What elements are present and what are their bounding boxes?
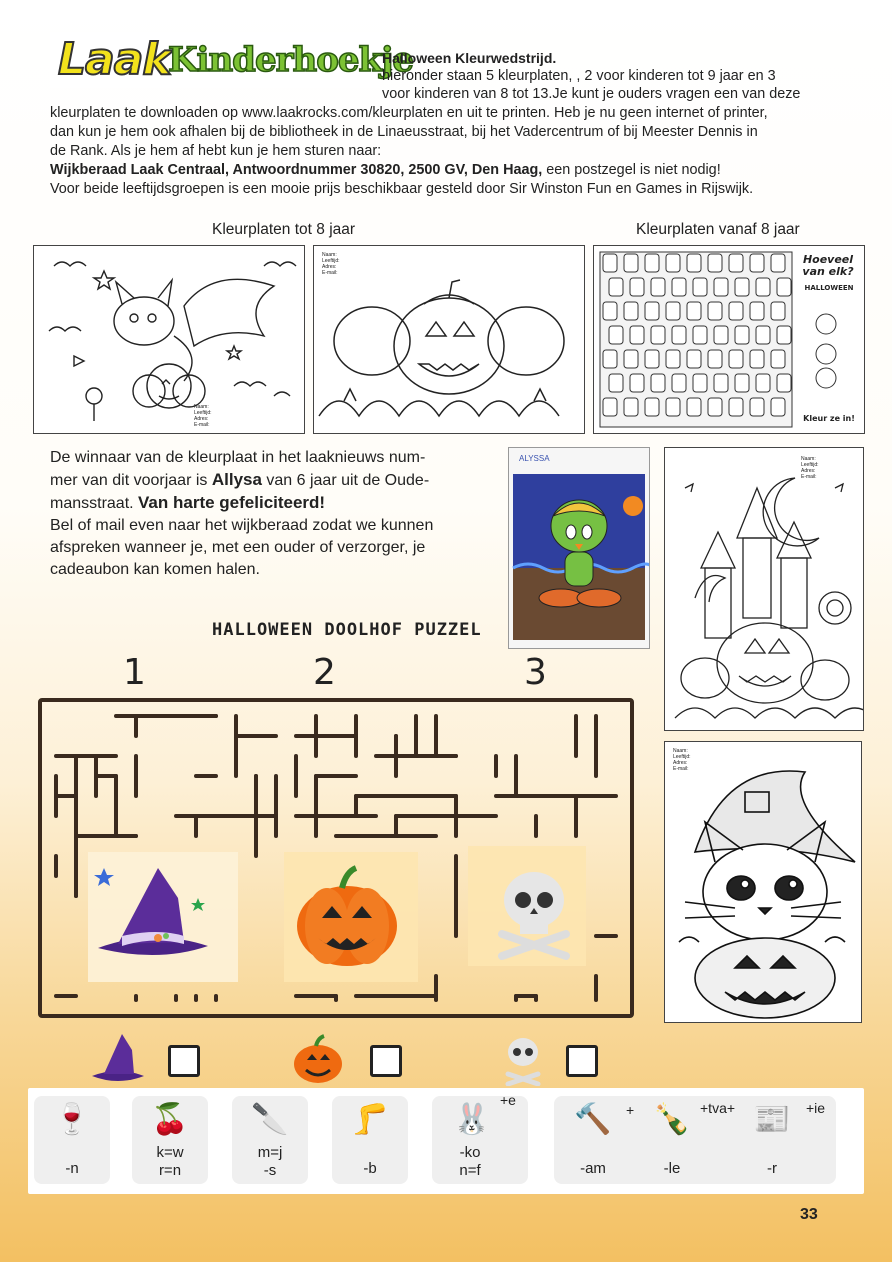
winner-line-2: mer van dit voorjaar is Allysa van 6 jaar uit de Oude- xyxy=(50,470,430,489)
congrats: Van harte gefeliciteerd! xyxy=(138,493,326,512)
intro-line-1: hieronder staan 5 kleurplaten, , 2 voor kinderen tot 9 jaar en 3 xyxy=(382,68,776,84)
cherries-icon: 🍒 xyxy=(151,1103,189,1136)
form-lines-4: Naam: Leeftijd: Adres: E-mail: xyxy=(801,456,819,480)
winning-drawing-art xyxy=(509,448,649,648)
answer-hat-icon xyxy=(88,1030,148,1086)
winner-name: Allysa xyxy=(211,470,262,489)
skull-crossbones-icon xyxy=(484,856,584,966)
logo-laak: Laak xyxy=(58,34,171,85)
rebus-tile-4: 🦵 -b xyxy=(332,1096,408,1184)
answer-skull-icon xyxy=(500,1030,546,1086)
winning-drawing xyxy=(508,447,650,649)
winner-text xyxy=(50,447,490,581)
coloring-page-witch-cat[interactable] xyxy=(664,741,862,1023)
address-bold: Wijkberaad Laak Centraal, Antwoordnummer 30820, 2500 GV, Den Haag, xyxy=(50,162,543,178)
maze-title: HALLOWEEN DOOLHOF PUZZEL xyxy=(212,620,482,640)
maze-entrance-3[interactable]: 3 xyxy=(524,652,547,693)
form-lines-5: Naam: Leeftijd: Adres: E-mail: xyxy=(673,748,691,772)
rebus-plus-2: +tva+ xyxy=(700,1100,736,1116)
leg-icon: 🦵 xyxy=(351,1103,389,1136)
coloring-page-bat-cat[interactable] xyxy=(33,245,305,434)
page-number: 33 xyxy=(800,1206,818,1223)
rebus-plus-1: + xyxy=(626,1102,635,1118)
section-label-young: Kleurplaten tot 8 jaar xyxy=(212,221,356,238)
address-rest: een postzegel is niet nodig! xyxy=(542,162,721,178)
rabbit-icon: 🐰 xyxy=(453,1103,491,1136)
rebus-tile-group: 🔨 -am + 🍾 -le +tva+ 📰 -r +ie xyxy=(554,1096,836,1184)
wine-glass-icon: 🍷 xyxy=(53,1103,91,1136)
rebus-plus-3: +ie xyxy=(806,1100,826,1116)
winner-line-6: cadeaubon kan komen halen. xyxy=(50,561,260,578)
champagne-icon: 🍾 xyxy=(653,1103,691,1136)
coloring-page-count[interactable] xyxy=(593,245,865,434)
maze-entrance-1[interactable]: 1 xyxy=(123,652,146,693)
rebus-tile-1: 🍷 -n xyxy=(34,1096,110,1184)
intro-line-6 xyxy=(50,162,721,179)
winner-line-4: Bel of mail even naar het wijkberaad zodat we kunnen xyxy=(50,517,434,534)
winner-line-5: afspreken wanneer je, met een ouder of verzorger, je xyxy=(50,539,426,556)
maze-entrance-2[interactable]: 2 xyxy=(313,652,336,693)
coloring-page-castle[interactable] xyxy=(664,447,864,731)
rebus-tile-5: 🐰 -ko n=f +e xyxy=(432,1096,528,1184)
answer-checkbox-hat[interactable] xyxy=(168,1045,200,1077)
intro-line-2: voor kinderen van 8 tot 13.Je kunt je ouders vragen een van deze xyxy=(382,86,801,102)
pumpkins-drawing xyxy=(314,246,584,433)
maze[interactable] xyxy=(36,696,636,1020)
answer-pumpkin-icon xyxy=(290,1030,346,1086)
intro-line-5: de Rank. Als je hem af hebt kun je hem sturen naar: xyxy=(50,143,382,159)
section-label-old: Kleurplaten vanaf 8 jaar xyxy=(636,221,800,238)
rebus-tile-3: 🔪 m=j -s xyxy=(232,1096,308,1184)
count-footer: Kleur ze in! xyxy=(803,414,855,423)
logo xyxy=(50,32,414,88)
answer-checkbox-pumpkin[interactable] xyxy=(370,1045,402,1077)
winner-line-3: mansstraat. Van harte gefeliciteerd! xyxy=(50,493,326,512)
logo-kinderhoekje: Kinderhoekje xyxy=(168,40,414,80)
witch-hat-icon xyxy=(88,858,218,968)
answer-checkbox-skull[interactable] xyxy=(566,1045,598,1077)
form-lines-2: Naam: Leeftijd: Adres: E-mail: xyxy=(322,252,340,276)
intro-line-4: dan kun je hem ook afhalen bij de bibliotheek in de Linaeusstraat, bij het Vadercentrum of bij Meester Dennis in xyxy=(50,124,758,140)
winner-line-1: De winnaar van de kleurplaat in het laaknieuws num- xyxy=(50,449,426,466)
witch-cat-drawing xyxy=(665,742,861,1022)
count-title: Hoeveel van elk? xyxy=(802,253,854,278)
newspaper-icon: 📰 xyxy=(753,1103,791,1136)
bat-cat-drawing xyxy=(34,246,304,433)
drawing-name: ALYSSA xyxy=(519,454,550,463)
count-badge: HALLOWEEN xyxy=(804,284,854,292)
coloring-page-pumpkins[interactable] xyxy=(313,245,585,434)
intro-title: Halloween Kleurwedstrijd. xyxy=(382,50,557,66)
rebus-plus-e: +e xyxy=(500,1092,516,1108)
castle-drawing xyxy=(665,448,863,730)
rebus-tile-2: 🍒 k=w r=n xyxy=(132,1096,208,1184)
intro-line-3: kleurplaten te downloaden op www.laakrocks.com/kleurplaten en uit te printen. Heb je nu geen internet of printer, xyxy=(50,105,768,121)
intro-line-7: Voor beide leeftijdsgroepen is een mooie prijs beschikbaar gesteld door Sir Winston Fun en Games in Rijswijk. xyxy=(50,181,754,197)
rebus-puzzle xyxy=(28,1088,864,1194)
pumpkin-icon xyxy=(282,862,412,972)
form-lines-1: Naam: Leeftijd: Adres: E-mail: xyxy=(194,404,212,428)
knife-icon: 🔪 xyxy=(251,1103,289,1136)
hammer-icon: 🔨 xyxy=(574,1103,612,1136)
